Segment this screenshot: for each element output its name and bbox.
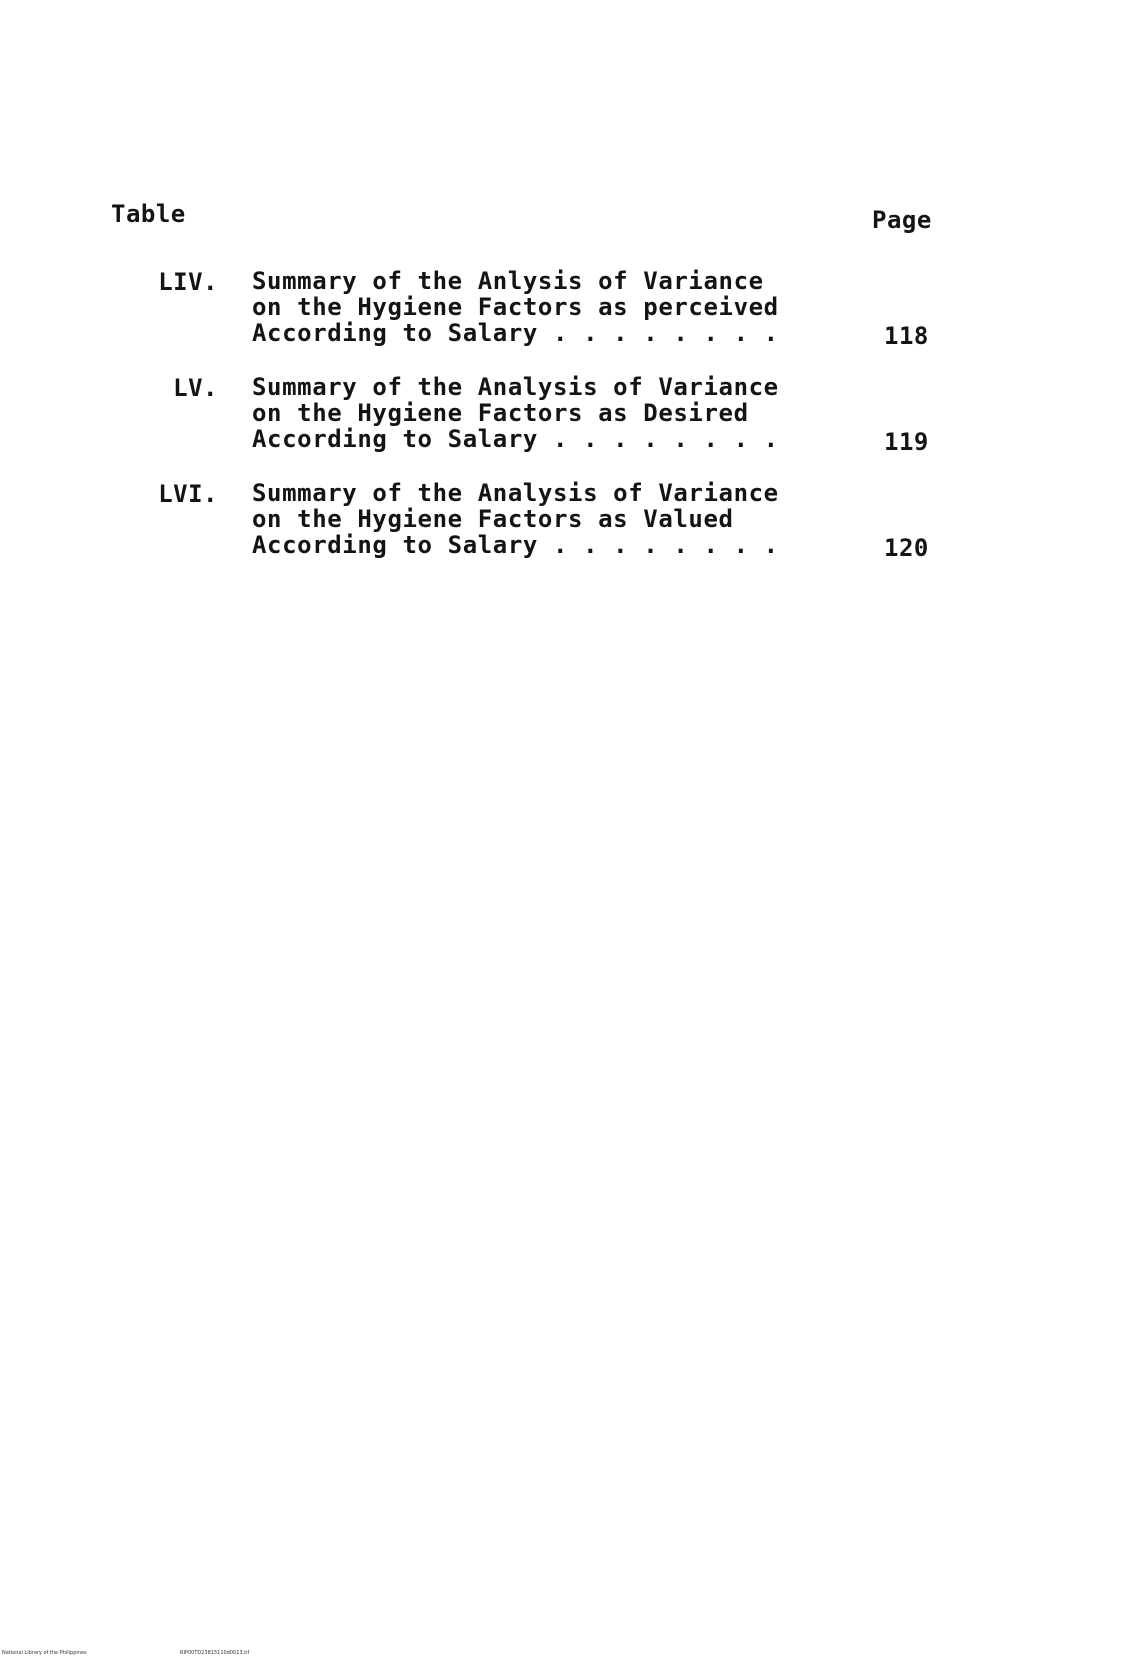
title-line: Summary of the Analysis of Variance <box>252 373 779 401</box>
title-line: According to Salary . . . . . . . . <box>252 319 779 347</box>
title-line: According to Salary . . . . . . . . <box>252 425 779 453</box>
table-title <box>252 480 832 558</box>
table-title <box>252 374 832 452</box>
title-line: Summary of the Anlysis of Variance <box>252 267 764 295</box>
page-column-header: Page <box>872 206 932 234</box>
page-number: 118 <box>884 322 929 350</box>
table-number: LV. <box>173 374 218 402</box>
footer-credit: National Library of the Philippines <box>2 1650 87 1656</box>
table-number: LVI. <box>158 480 218 508</box>
title-line: According to Salary . . . . . . . . <box>252 531 779 559</box>
title-line: on the Hygiene Factors as Desired <box>252 399 749 427</box>
table-title <box>252 268 832 346</box>
title-line: Summary of the Analysis of Variance <box>252 479 779 507</box>
page-number: 119 <box>884 428 929 456</box>
table-number: LIV. <box>158 268 218 296</box>
table-column-header: Table <box>111 200 186 228</box>
toc-entry <box>0 480 1133 570</box>
toc-entry <box>0 268 1133 358</box>
title-line: on the Hygiene Factors as perceived <box>252 293 779 321</box>
footer-filename: RIP00TD23815110d0013.tif <box>180 1650 250 1656</box>
title-line: on the Hygiene Factors as Valued <box>252 505 734 533</box>
page-number: 120 <box>884 534 929 562</box>
toc-entry <box>0 374 1133 464</box>
